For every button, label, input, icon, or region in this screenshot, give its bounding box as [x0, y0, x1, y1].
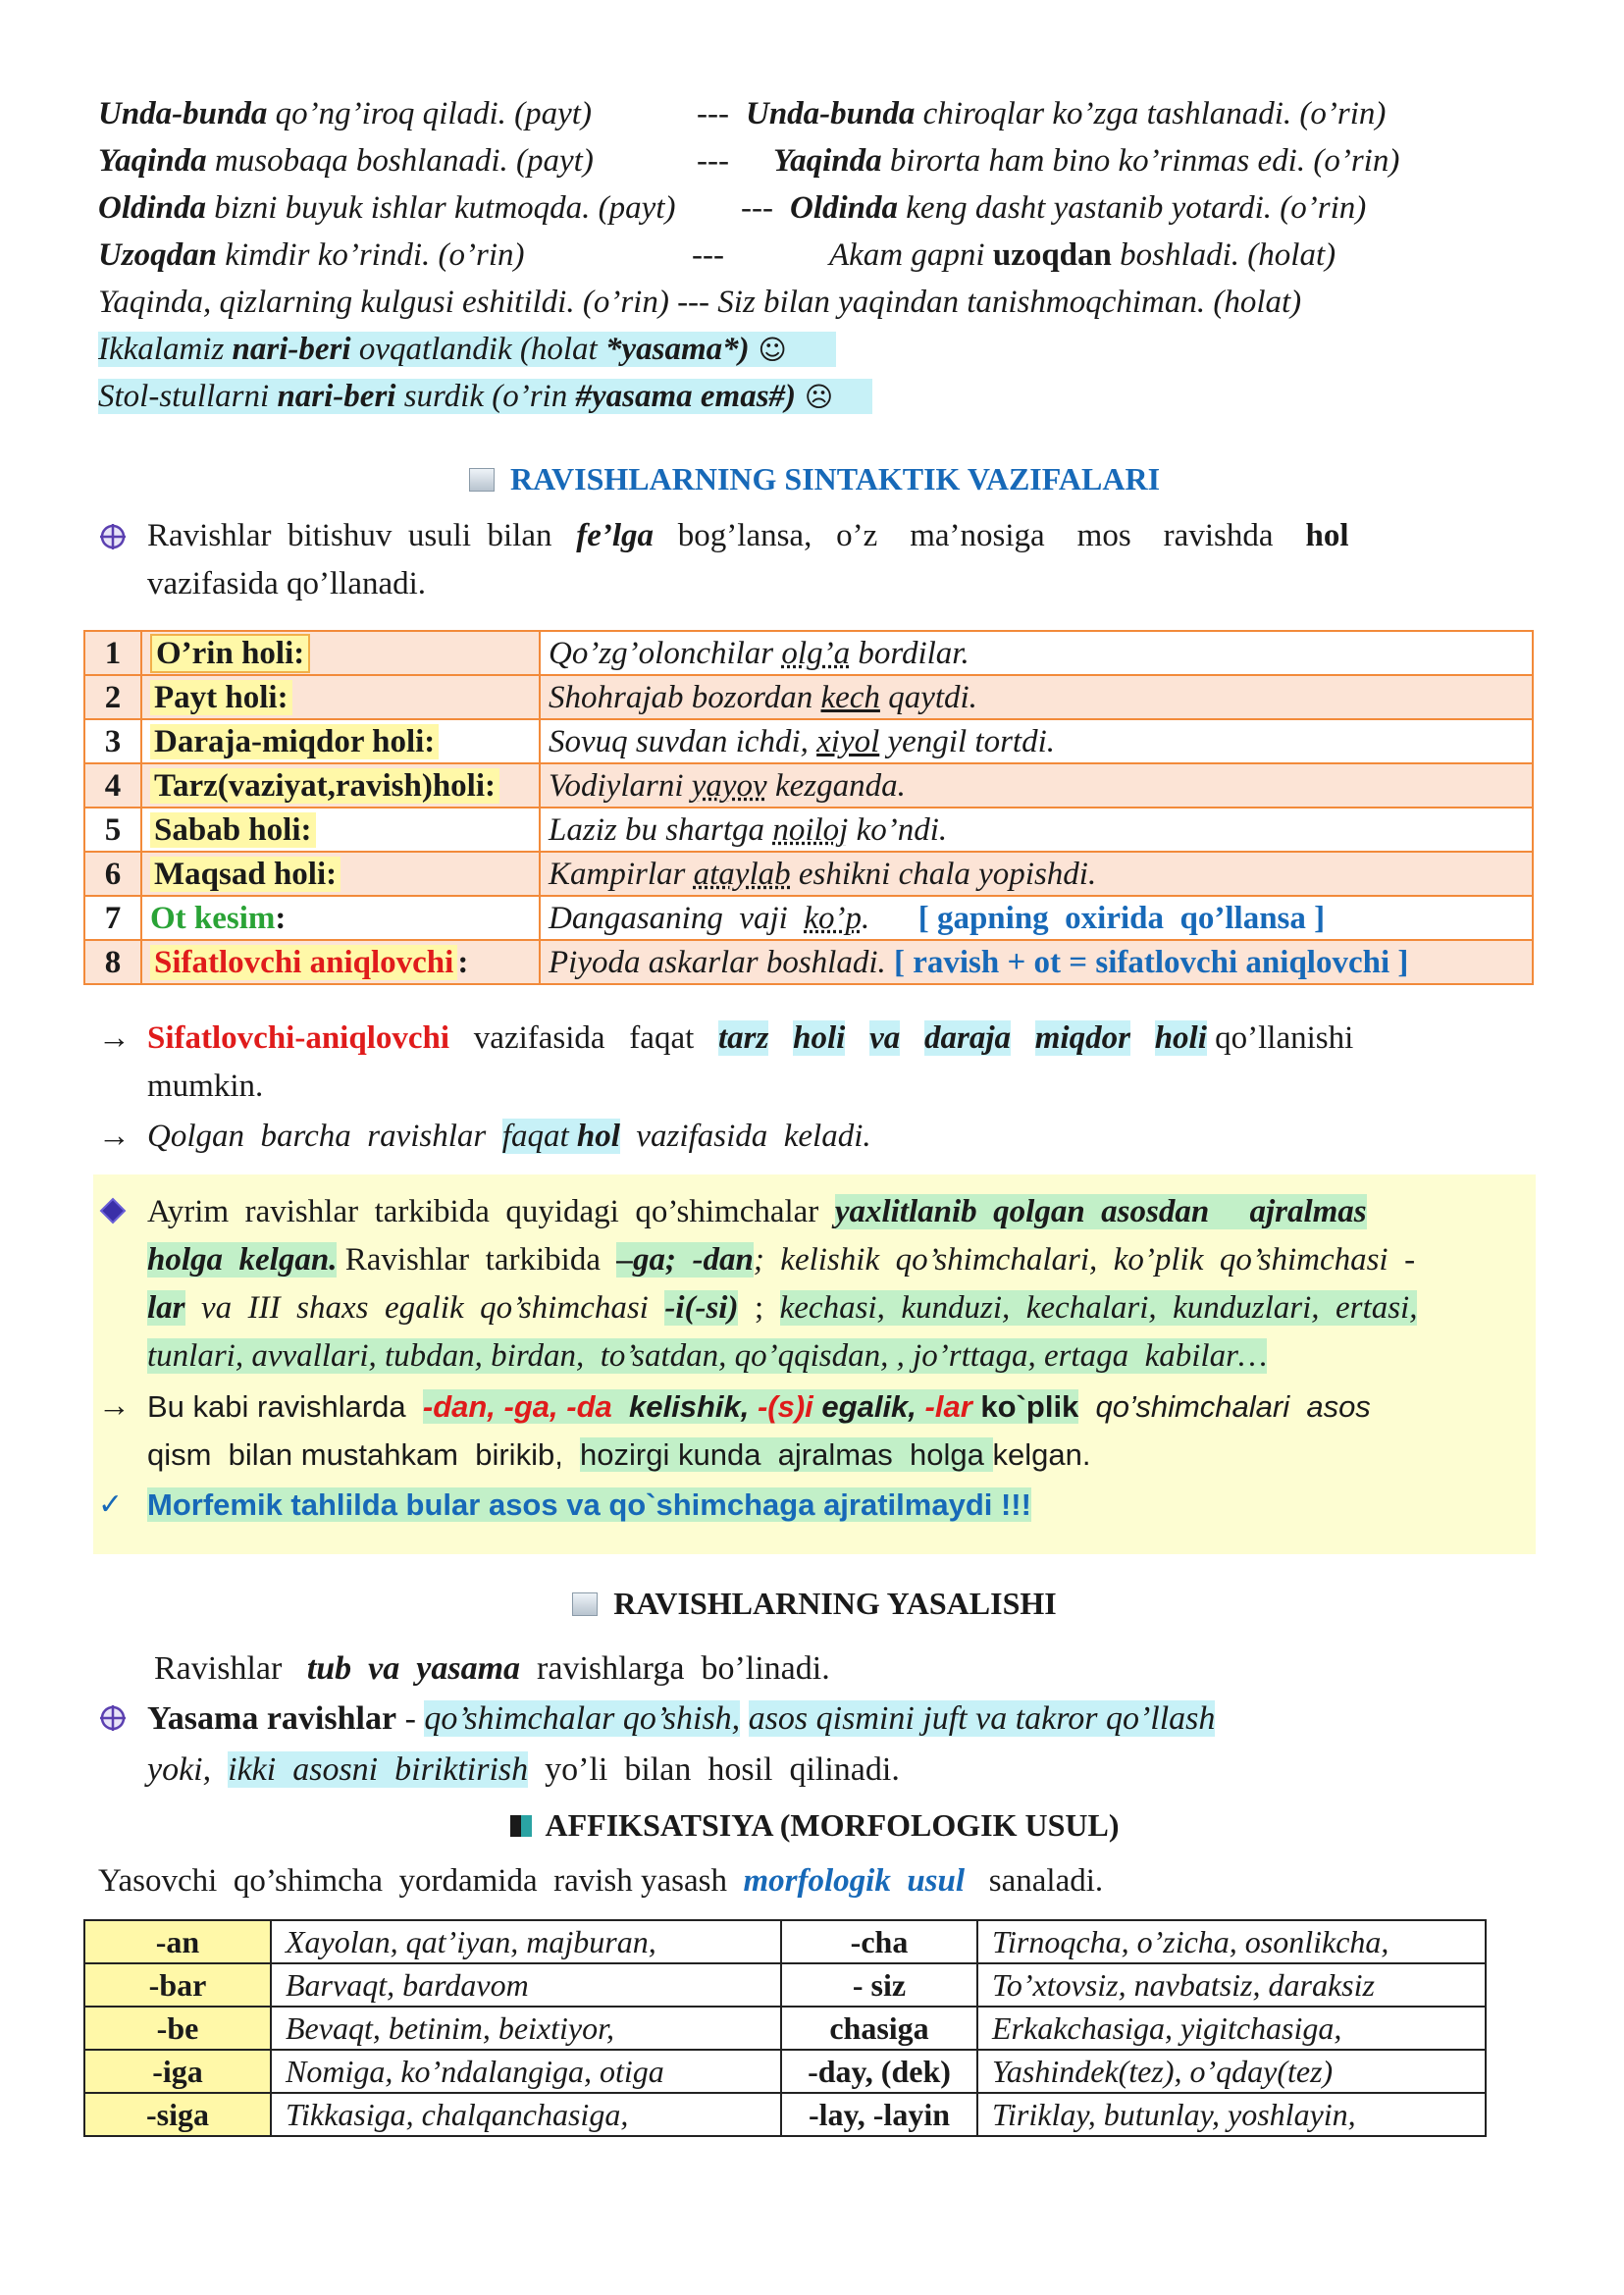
bullet-affix-note: Ayrim ravishlar tarkibida quyidagi qo’shimchalar yaxlitlanib qolgan asosdan ajralmas holga kelgan. Ravishlar tarkibida –ga; -dan; kelishik qo’shimchalari, ko’plik qo’shimchasi - lar va III shaxs egalik qo’shimchasi -i(-si) ; kechasi, kunduzi, kechalari, kunduzlari, ertasi, tunlari, avvallari, tubdan, birdan, to’satdan, qo’qqisdan, , jo’rttaga, ertaga kabilar…: [98, 1188, 1531, 1381]
suffix-table: [83, 1919, 1487, 2137]
arrow-icon: →: [98, 1119, 131, 1154]
table-row: -iga Nomiga, ko’ndalangiga, otiga -day, (dek) Yashindek(tez), o’qday(tez): [84, 2050, 1486, 2093]
table-row: 5 Sabab holi: Laziz bu shartga noiloj ko’ndi.: [84, 808, 1533, 852]
arrow-note-3: → Bu kabi ravishlarda -dan, -ga, -da kelishik, -(s)i egalik, -lar ko`plik qo’shimchalari asos qism bilan mustahkam birikib, hozirgi kunda ajralmas holga kelgan.: [98, 1382, 1531, 1479]
document-page: [98, 90, 1531, 2137]
table-row: -siga Tikkasiga, chalqanchasiga, -lay, -layin Tiriklay, butunlay, yoshlayin,: [84, 2093, 1486, 2136]
table-row: 2 Payt holi: Shohrajab bozordan kech qaytdi.: [84, 675, 1533, 719]
arrow-icon: →: [98, 1020, 131, 1056]
table-row: 1 O’rin holi: Qo’zg’olonchilar olg’a bordilar.: [84, 631, 1533, 675]
checker-square-icon: [510, 1815, 532, 1837]
example-line-7: Stol-stullarni nari-beri surdik (o’rin #yasama emas#) ☹: [98, 373, 1531, 420]
table-row: 8 Sifatlovchi aniqlovchi : Piyoda askarlar boshladi. [ ravish + ot = sifatlovchi aniqlovchi ]: [84, 940, 1533, 984]
frown-icon: ☹: [796, 381, 834, 413]
bullet-derived-adverbs: Yasama ravishlar - qo’shimchalar qo’shish, asos qismini juft va takror qo’llash yoki, ikki asosni biriktirish yo’li bilan hosil qilinadi.: [98, 1694, 1531, 1796]
table-row: -be Bevaqt, betinim, beixtiyor, chasiga Erkakchasiga, yigitchasiga,: [84, 2007, 1486, 2050]
example-line-4: Uzoqdan kimdir ko’rindi. (o’rin) --- Akam gapni uzoqdan boshladi. (holat): [98, 237, 1336, 273]
example-line-2: Yaqinda musobaqa boshlanadi. (payt) --- Yaqinda birorta ham bino ko’rinmas edi. (o’rin): [98, 143, 1400, 179]
example-line-1: Unda-bunda qo’ng’iroq qiladi. (payt) --- Unda-bunda chiroqlar ko’zga tashlanadi. (o’rin): [98, 96, 1387, 131]
smile-icon: ☺: [749, 334, 787, 366]
table-row: -an Xayolan, qat’iyan, majburan, -cha Tirnoqcha, o’zicha, osonlikcha,: [84, 1920, 1486, 1963]
section-heading-affixation: AFFIKSATSIYA (MORFOLOGIK USUL): [98, 1798, 1531, 1852]
table-row: 6 Maqsad holi: Kampirlar ataylab eshikni chala yopishdi.: [84, 852, 1533, 896]
arrow-icon: →: [98, 1388, 131, 1424]
section-icon: [572, 1592, 598, 1616]
syntactic-functions-table: [83, 630, 1534, 985]
check-note: ✓ Morfemik tahlilda bular asos va qo`shimchaga ajratilmaydi !!!: [98, 1481, 1531, 1529]
bullet-syntactic-intro: Ravishlar bitishuv usuli bilan fe’lga bog’lansa, o’z ma’nosiga mos ravishda hol vazifasida qo’llanadi.: [98, 512, 1531, 608]
table-row: 3 Daraja-miqdor holi: Sovuq suvdan ichdi, xiyol yengil tortdi.: [84, 719, 1533, 763]
table-row: -bar Barvaqt, bardavom - siz To’xtovsiz, navbatsiz, daraksiz: [84, 1963, 1486, 2007]
crosshair-bullet-icon: [98, 522, 128, 551]
example-line-6: Ikkalamiz nari-beri ovqatlandik (holat *yasama*) ☺: [98, 326, 1531, 373]
table-row: 7 Ot kesim: Dangasaning vaji ko’p. [ gapning oxirida qo’llansa ]: [84, 896, 1533, 940]
section-heading-syntactic: RAVISHLARNING SINTAKTIK VAZIFALARI: [98, 449, 1531, 508]
crosshair-bullet-icon: [98, 1703, 128, 1733]
morphological-method-text: Yasovchi qo’shimcha yordamida ravish yasash morfologik usul sanaladi.: [98, 1863, 1104, 1899]
example-line-3: Oldinda bizni buyuk ishlar kutmoqda. (payt) --- Oldinda keng dasht yastanib yotardi. (o’rin): [98, 190, 1367, 226]
example-line-5: Yaqinda, qizlarning kulgusi eshitildi. (o’rin) --- Siz bilan yaqindan tanishmoqchiman. (holat): [98, 285, 1302, 320]
table-row: 4 Tarz(vaziyat,ravish)holi: Vodiylarni yayov kezganda.: [84, 763, 1533, 808]
section-icon: [469, 468, 495, 492]
formation-intro: Ravishlar tub va yasama ravishlarga bo’linadi.: [154, 1650, 830, 1687]
arrow-note-1: → Sifatlovchi-aniqlovchi vazifasida faqat tarz holi va daraja miqdor holi qo’llanishi mumkin.: [98, 1015, 1531, 1111]
diamond-bullet-icon: [98, 1196, 128, 1226]
section-heading-formation: RAVISHLARNING YASALISHI: [98, 1574, 1531, 1633]
arrow-note-2: → Qolgan barcha ravishlar faqat hol vazifasida keladi.: [98, 1113, 1531, 1161]
note-box: [93, 1174, 1536, 1554]
checkmark-icon: ✓: [98, 1487, 124, 1522]
